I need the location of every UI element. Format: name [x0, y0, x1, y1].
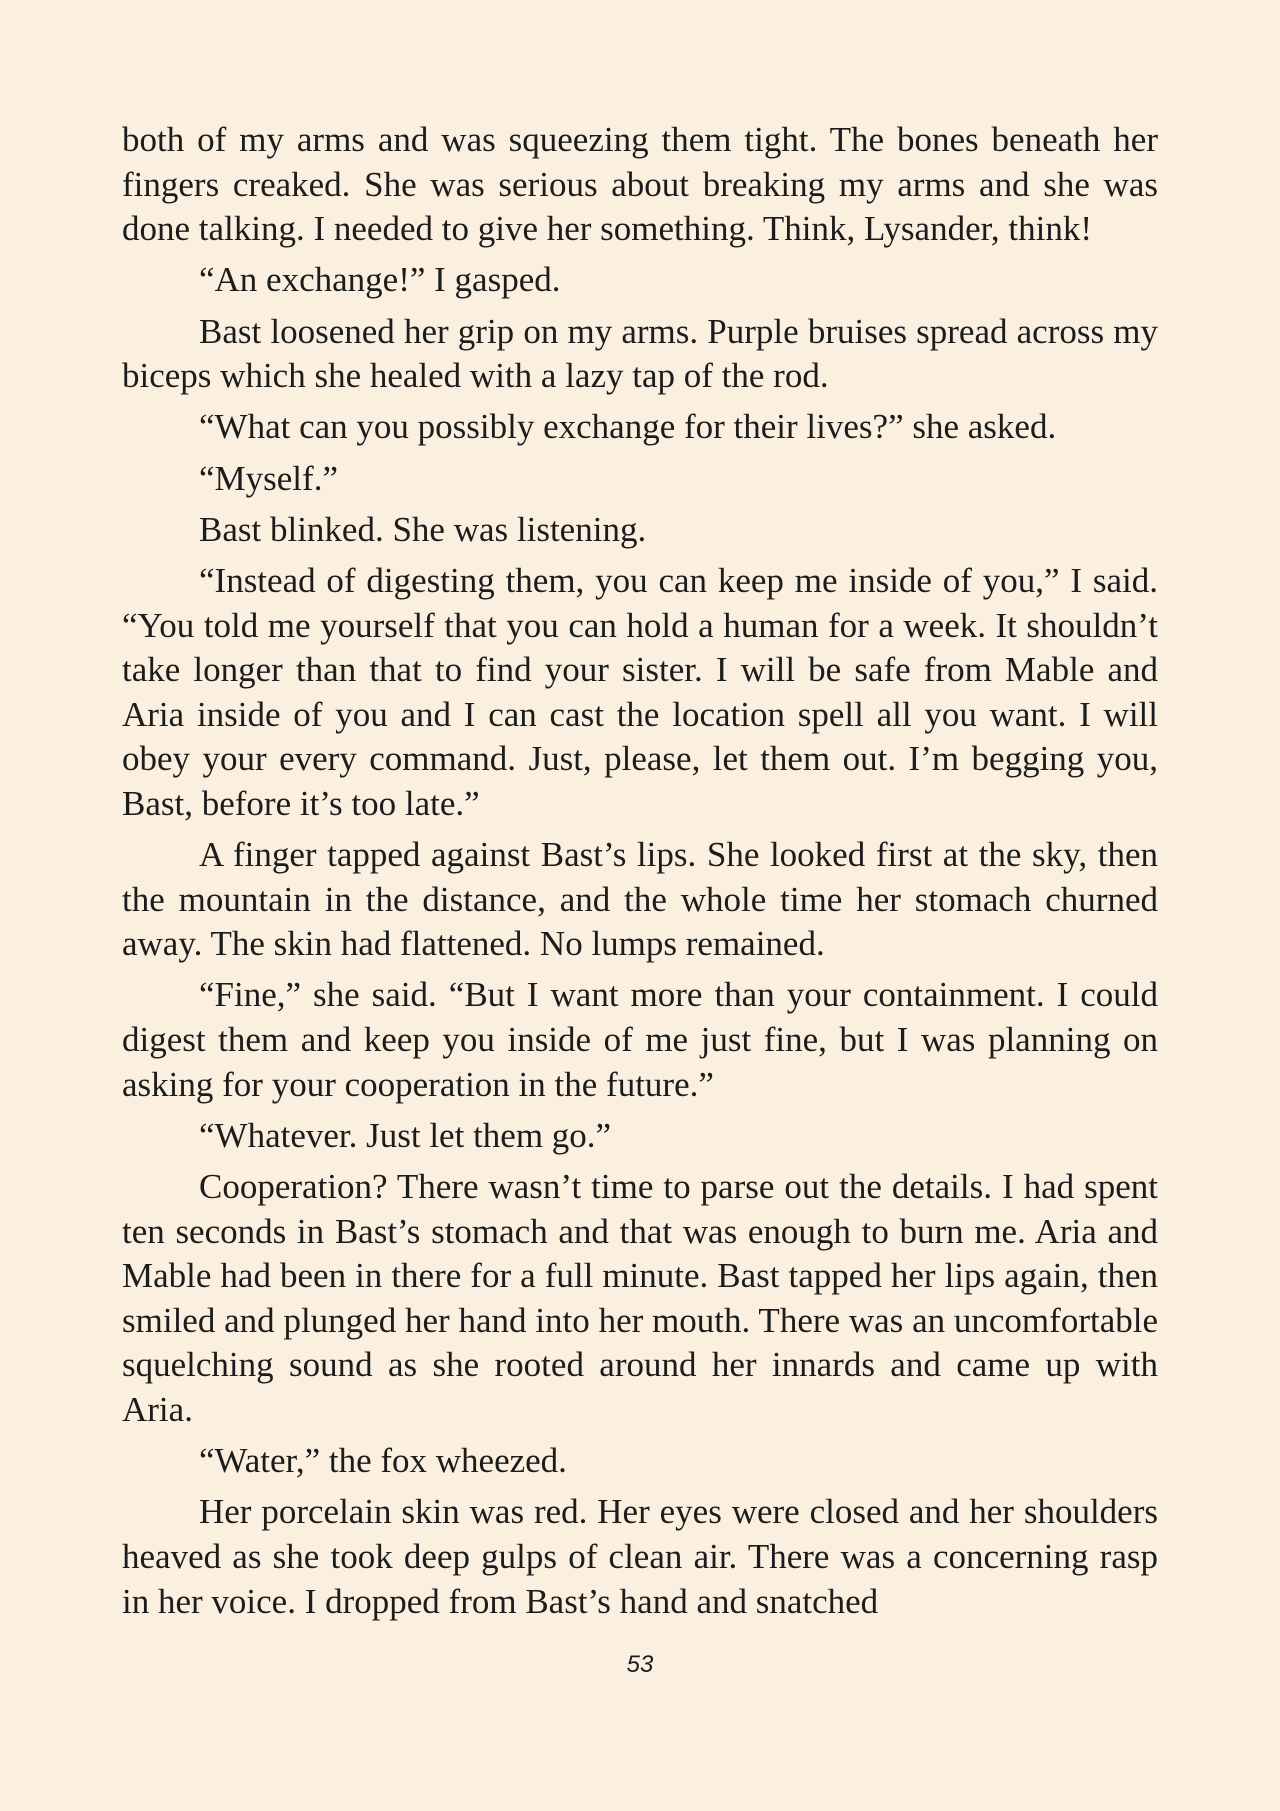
paragraph: “Instead of digesting them, you can keep me inside of you,” I said. “You told me yourself that you can hold a human for a week. It shouldn’t take longer than that to find your sister. I will be safe from Mable and Aria inside of you and I can cast the location spell all you want. I will obey your every command. Just, please, let them out. I’m begging you, Bast, before it’s too late.”: [122, 560, 1158, 823]
paragraph: Bast blinked. She was listening.: [199, 509, 647, 549]
paragraph: “Whatever. Just let them go.”: [199, 1115, 612, 1155]
paragraph: “An exchange!” I gasped.: [199, 260, 561, 300]
page-number: 53: [626, 1651, 654, 1678]
paragraph: “What can you possibly exchange for their lives?” she asked.: [199, 407, 1057, 447]
paragraph: A finger tapped against Bast’s lips. She looked first at the sky, then the mountain in the distance, and the whole time her stomach churned away. The skin had flattened. No lumps remained.: [122, 835, 1158, 964]
body-text: [122, 118, 1158, 1631]
paragraph: Cooperation? There wasn’t time to parse out the details. I had spent ten seconds in Bast’s stomach and that was enough to burn me. Aria and Mable had been in there for a full minute. Bast tapped her lips again, then smiled and plunged her hand into her mouth. There was an uncomfortable squelching sound as she rooted around her innards and came up with Aria.: [122, 1167, 1158, 1429]
paragraph: “Myself.”: [199, 458, 338, 498]
paragraph: Bast loosened her grip on my arms. Purple bruises spread across my biceps which she healed with a lazy tap of the rod.: [122, 311, 1158, 396]
paragraph: Her porcelain skin was red. Her eyes were closed and her shoulders heaved as she took deep gulps of clean air. There was a concerning rasp in her voice. I dropped from Bast’s hand and snatched: [122, 1492, 1158, 1621]
paragraph: “Water,” the fox wheezed.: [199, 1441, 567, 1481]
paragraph: “Fine,” she said. “But I want more than your containment. I could digest them and keep you inside of me just fine, but I was planning on asking for your cooperation in the future.”: [122, 975, 1158, 1104]
paragraph: both of my arms and was squeezing them tight. The bones beneath her fingers creaked. She was serious about breaking my arms and she was done talking. I needed to give her something. Think, Lysander, think!: [122, 120, 1158, 249]
